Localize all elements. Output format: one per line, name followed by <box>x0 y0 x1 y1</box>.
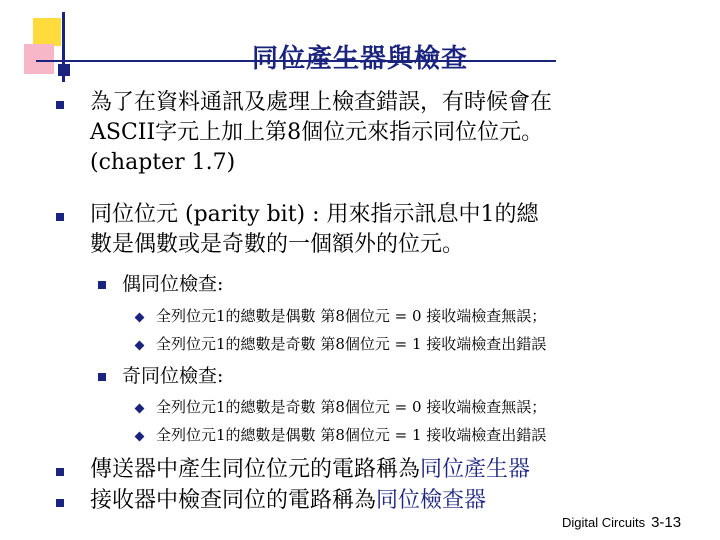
course-name: Digital Circuits <box>562 515 646 530</box>
bullet-line: (chapter 1.7) <box>90 150 236 175</box>
slide-footer <box>562 514 681 531</box>
bullet-parity-generator: 傳送器中產生同位位元的電路稱為同位產生器 <box>90 457 531 482</box>
square-bullet-icon <box>56 499 64 507</box>
odd-parity-label: 奇同位檢查: <box>122 365 224 387</box>
even-parity-label: 偶同位檢查: <box>122 273 224 295</box>
term-parity-checker: 同位檢查器 <box>376 488 487 513</box>
diamond-bullet-icon <box>135 404 145 414</box>
square-bullet-icon <box>98 373 106 381</box>
bullet-parity-checker: 接收器中檢查同位的電路稱為同位檢查器 <box>90 488 487 513</box>
odd-parity-item: 全列位元1的總數是奇數 第8個位元 = 0 接收端檢查無誤； <box>156 398 547 416</box>
square-bullet-icon <box>98 281 106 289</box>
bullet-ascii-parity <box>90 88 690 178</box>
even-parity-item: 全列位元1的總數是奇數 第8個位元 = 1 接收端檢查出錯誤 <box>156 335 547 353</box>
diamond-bullet-icon <box>135 313 145 323</box>
page-number: 3-13 <box>651 514 682 531</box>
slide-title: 同位產生器與檢查 <box>251 44 468 74</box>
bullet-parity-bit <box>90 200 690 260</box>
bullet-line: ASCII字元上加上第8個位元來指示同位位元。 <box>90 120 544 145</box>
square-bullet-icon <box>56 213 64 221</box>
bullet-line: 數是偶數或是奇數的一個額外的位元。 <box>90 232 465 257</box>
bullet-line: 同位位元 (parity bit) : 用來指示訊息中1的總 <box>90 202 539 227</box>
square-bullet-icon <box>56 101 64 109</box>
odd-parity-item: 全列位元1的總數是偶數 第8個位元 = 1 接收端檢查出錯誤 <box>156 426 547 444</box>
diamond-bullet-icon <box>135 432 145 442</box>
even-parity-item: 全列位元1的總數是偶數 第8個位元 = 0 接收端檢查無誤； <box>156 307 547 325</box>
diamond-bullet-icon <box>135 341 145 351</box>
bullet-line: 為了在資料通訊及處理上檢查錯誤，有時候會在 <box>90 90 553 115</box>
term-parity-generator: 同位產生器 <box>420 457 531 482</box>
square-bullet-icon <box>56 468 64 476</box>
